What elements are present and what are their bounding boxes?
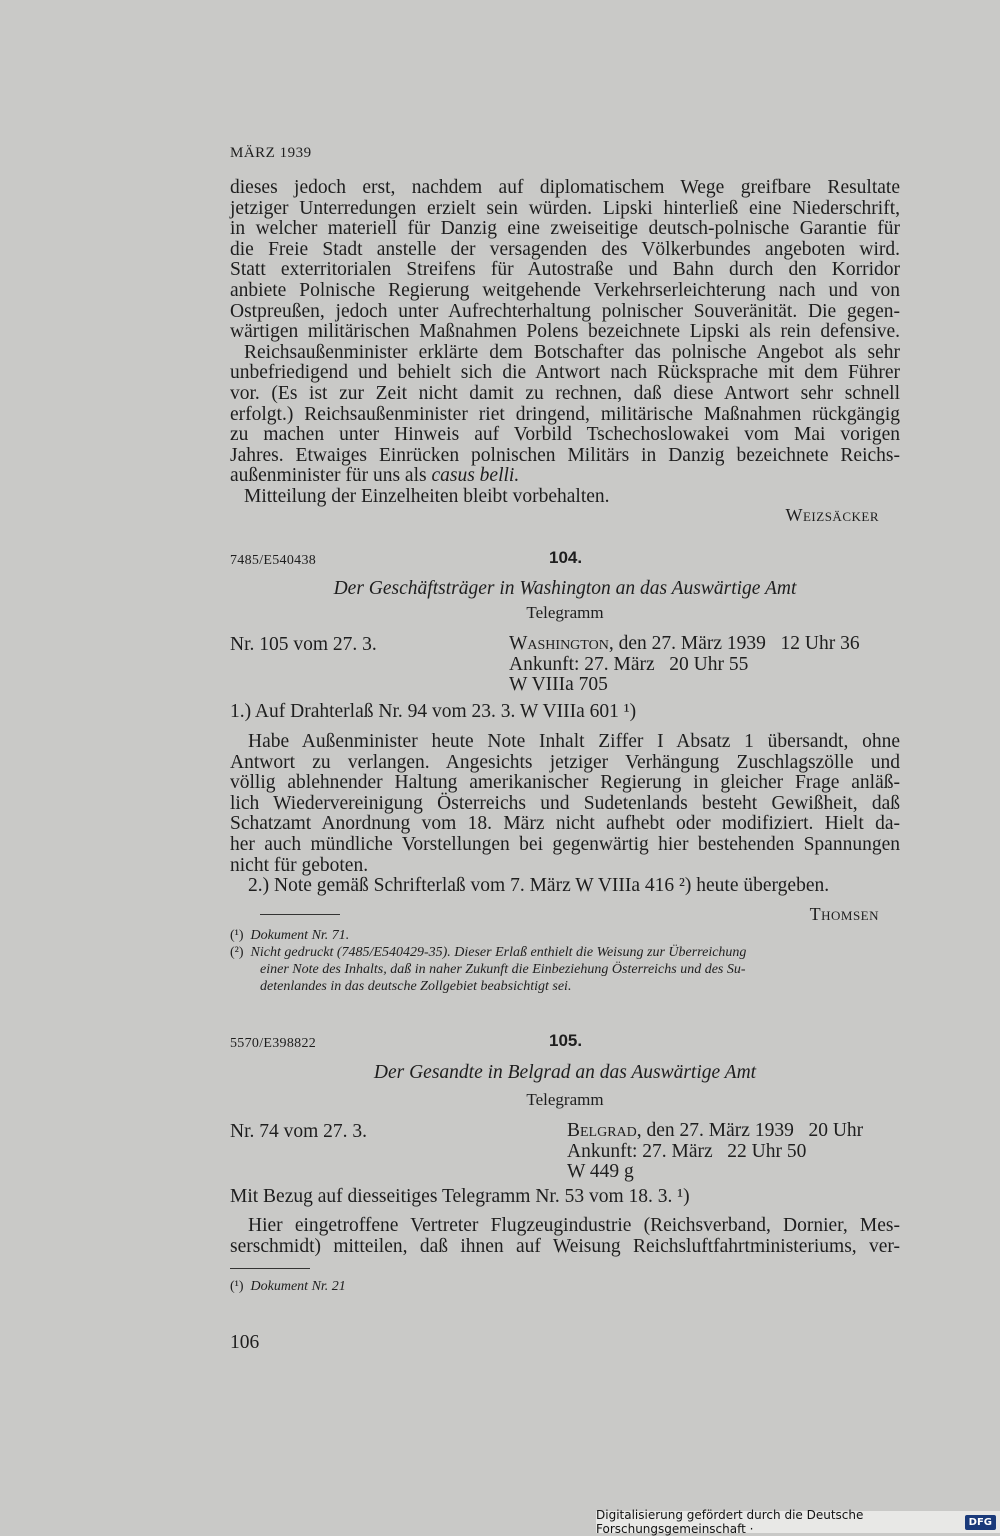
place: Belgrad <box>567 1120 637 1141</box>
digitization-footer <box>596 1508 1000 1536</box>
text-line: vor. (Es ist zur Zeit nicht damit zu rechnen, daß diese Antwort sehr schnell <box>230 382 900 404</box>
footnotes-104 <box>230 927 746 995</box>
date: , den 27. März 1939 12 Uhr 36 <box>608 633 860 654</box>
arrival: Ankunft: 27. März 22 Uhr 50 <box>567 1140 807 1162</box>
text-line: Reichsaußenminister erklärte dem Botschafter das polnische Angebot als sehr <box>244 341 900 363</box>
date-line <box>567 1121 863 1142</box>
footnote-text: Dokument Nr. 71. <box>250 928 350 943</box>
signature-weizsaecker: Weizsäcker <box>785 505 879 525</box>
text-line: serschmidt) mitteilen, daß ihnen auf Weisung Reichsluftfahrtministeriums, ver- <box>230 1235 900 1257</box>
footnote-text: Nicht gedruckt (7485/E540429-35). Dieser Erlaß enthielt die Weisung zur Überreichung <box>250 945 747 960</box>
registry: W 449 g <box>567 1161 634 1183</box>
document-number: 105. <box>549 1031 583 1050</box>
doc105-text <box>230 1216 900 1257</box>
telegram-nr: Nr. 105 vom 27. 3. <box>230 634 377 655</box>
text-line: Antwort zu verlangen. Angesichts jetziger Verhängung Zuschlagszölle und <box>230 751 900 773</box>
text-line: Habe Außenminister heute Note Inhalt Ziffer I Absatz 1 übersandt, ohne <box>248 731 900 752</box>
archive-ref: 5570/E398822 <box>230 1036 317 1051</box>
text-line: dieses jedoch erst, nachdem auf diplomatischem Wege greifbare Resultate <box>230 177 900 198</box>
text-line: Statt exterritorialen Streifens für Autostraße und Bahn durch den Korridor <box>230 259 900 281</box>
footnote-text: detenlandes in das deutsche Zollgebiet beabsichtigt sei. <box>260 979 572 994</box>
footnote-mark: (²) <box>230 945 244 960</box>
text-line: zu machen unter Hinweis auf Vorbild Tschechoslowakei vom Mai vorigen <box>230 424 900 446</box>
running-head: MÄRZ 1939 <box>230 145 312 161</box>
footnote-text: Dokument Nr. 21 <box>250 1279 346 1294</box>
reference-line: 1.) Auf Drahterlaß Nr. 94 vom 23. 3. W VIIIa 601 ¹) <box>230 701 637 722</box>
footnote-text: einer Note des Inhalts, daß in naher Zukunft die Einbeziehung Österreichs und des Su- <box>260 962 746 977</box>
text-line: Jahres. Etwaiges Einrücken polnischen Militärs in Danzig bezeichnete Reichs- <box>230 444 900 466</box>
text-line: jetziger Unterredungen erzielt sein würden. Lipski hinterließ eine Niederschrift, <box>230 197 900 219</box>
footnote <box>230 1278 346 1295</box>
text-line: 2.) Note gemäß Schrifterlaß vom 7. März W VIIIa 416 ²) heute übergeben. <box>248 875 830 897</box>
text-line: her auch mündliche Vorstellungen bei gegenwärtig hier bestehenden Spannungen <box>230 833 900 855</box>
page-number: 106 <box>230 1332 260 1353</box>
text-line <box>230 466 900 487</box>
text-line: die Freie Stadt anstelle der versagenden des Völkerbundes angeboten wird. <box>230 238 900 260</box>
text-line: lich Wiedervereinigung Österreichs und Sudetenlands besteht Gewißheit, daß <box>230 792 900 814</box>
telegram-header <box>509 634 860 696</box>
document-title: Der Gesandte in Belgrad an das Auswärtige Amt <box>373 1062 757 1083</box>
text-line: in welcher materiell für Danzig eine zweiseitige deutsch-polnische Garantie für <box>230 218 900 240</box>
reference-line: Mit Bezug auf diesseitiges Telegramm Nr. 53 vom 18. 3. ¹) <box>230 1186 690 1207</box>
footnote-mark: (¹) <box>230 928 244 943</box>
casus-belli: casus belli. <box>431 465 520 487</box>
text-line: Schatzamt Anordnung vom 18. März nicht aufhebt oder modifiziert. Hielt da- <box>230 813 900 835</box>
text-span: außenminister für uns als <box>230 465 427 487</box>
date-line <box>509 634 860 655</box>
footnote-rule <box>260 914 340 915</box>
document-title: Der Geschäftsträger in Washington an das Auswärtige Amt <box>333 578 797 599</box>
footnote <box>230 944 746 961</box>
footer-text: Digitalisierung gefördert durch die Deutsche Forschungsgemeinschaft · <box>596 1508 864 1536</box>
text-line: Ostpreußen, jedoch unter Aufrechterhaltung polnischer Souveränität. Die gegen- <box>230 300 900 322</box>
arrival: Ankunft: 27. März 20 Uhr 55 <box>509 653 749 675</box>
text-line: anbiete Polnische Regierung weitgehende Verkehrserleichterung nach und von <box>230 279 900 301</box>
footnotes-105 <box>230 1278 346 1295</box>
text-line: erfolgt.) Reichsaußenminister riet dringend, militärische Maßnahmen rückgängig <box>230 403 900 425</box>
text-line: völlig ablehnender Haltung amerikanischer Regierung in gleicher Frage anläß- <box>230 772 900 794</box>
doc103-text <box>230 178 900 508</box>
footnote-rule <box>230 1268 310 1269</box>
archive-ref: 7485/E540438 <box>230 553 317 568</box>
text-line: unbefriedigend und behielt sich die Antwort nach Rücksprache mit dem Führer <box>230 362 900 384</box>
dfg-logo: DFG <box>965 1515 996 1530</box>
date: , den 27. März 1939 20 Uhr <box>636 1120 864 1141</box>
text-line: Mitteilung der Einzelheiten bleibt vorbehalten. <box>244 485 610 507</box>
text-line: Hier eingetroffene Vertreter Flugzeugindustrie (Reichsverband, Dornier, Mes- <box>248 1215 900 1236</box>
document-number: 104. <box>549 548 583 567</box>
telegram-nr: Nr. 74 vom 27. 3. <box>230 1121 368 1142</box>
text-line: wärtigen militärischen Maßnahmen Polens bezeichnete Lipski als rein defensive. <box>230 321 900 343</box>
signature-thomsen: Thomsen <box>809 904 879 924</box>
doc104-text <box>230 732 900 897</box>
telegram-header <box>567 1121 863 1183</box>
footnote-mark: (¹) <box>230 1279 244 1294</box>
registry: W VIIIa 705 <box>509 674 608 696</box>
text-line: nicht für geboten. <box>230 854 369 876</box>
place: Washington <box>509 633 609 654</box>
document-type: Telegramm <box>526 1090 604 1109</box>
footnote <box>230 927 746 944</box>
document-type: Telegramm <box>526 603 604 622</box>
